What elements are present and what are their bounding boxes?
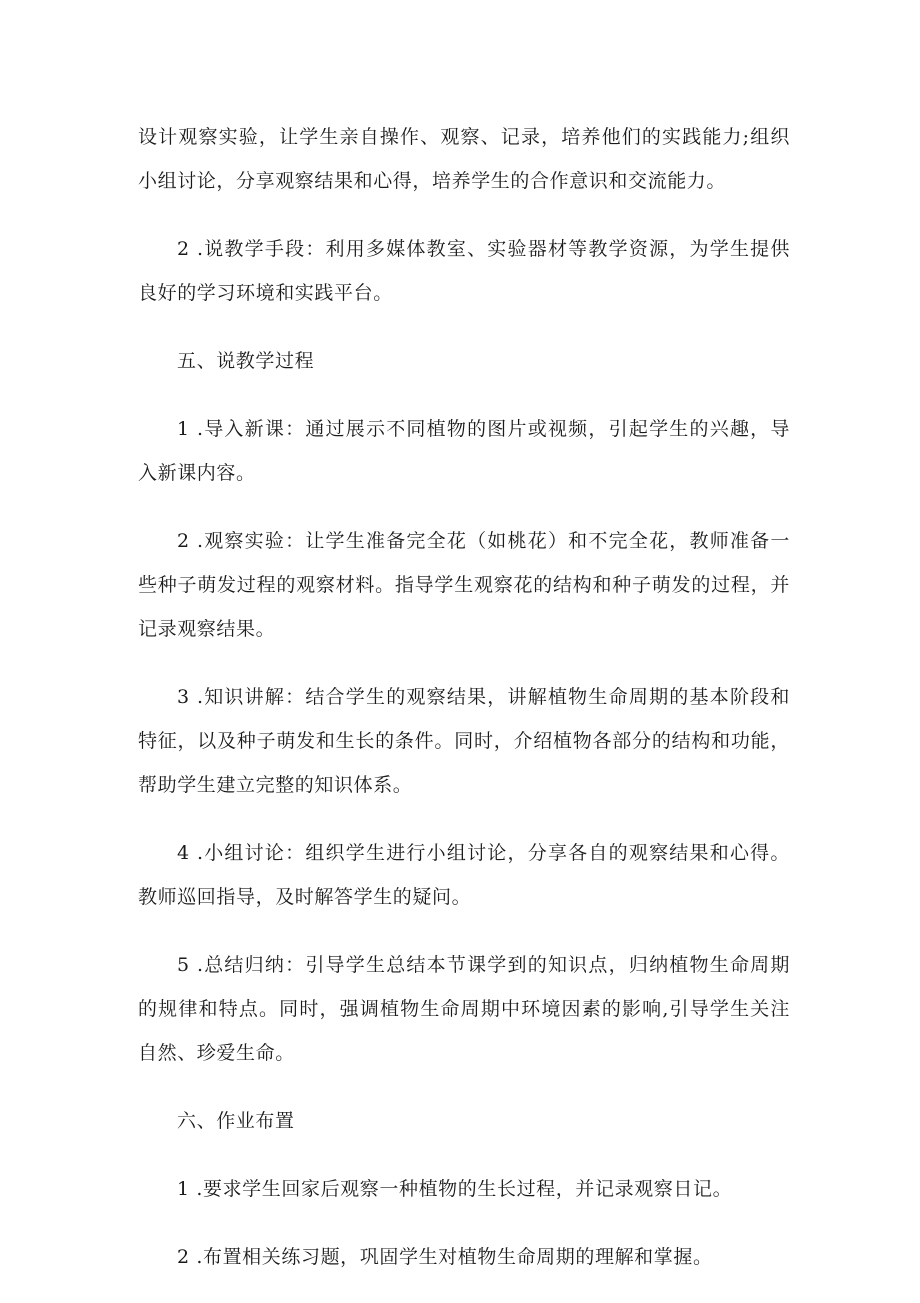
- paragraph-process-step-3: 3 .知识讲解：结合学生的观察结果，讲解植物生命周期的基本阶段和特征，以及种子萌发和生长的条件。同时，介绍植物各部分的结构和功能，帮助学生建立完整的知识体系。: [138, 686, 790, 796]
- paragraph-process-step-5: 5 .总结归纳：引导学生总结本节课学到的知识点，归纳植物生命周期的规律和特点。同时，强调植物生命周期中环境因素的影响,引导学生关注自然、珍爱生命。: [138, 954, 790, 1064]
- paragraph-methods-continued: 设计观察实验，让学生亲自操作、观察、记录，培养他们的实践能力;组织小组讨论，分享观察结果和心得，培养学生的合作意识和交流能力。: [138, 126, 790, 192]
- paragraph-teaching-means: 2 .说教学手段：利用多媒体教室、实验器材等教学资源，为学生提供良好的学习环境和实践平台。: [138, 238, 790, 304]
- paragraph-homework-2: 2 .布置相关练习题，巩固学生对植物生命周期的理解和掌握。: [177, 1246, 713, 1268]
- section-heading-teaching-process: 五、说教学过程: [177, 350, 315, 372]
- section-heading-homework: 六、作业布置: [177, 1110, 295, 1132]
- paragraph-homework-1: 1 .要求学生回家后观察一种植物的生长过程，并记录观察日记。: [177, 1178, 733, 1200]
- document-body: [138, 115, 790, 1303]
- paragraph-process-step-2: 2 .观察实验：让学生准备完全花（如桃花）和不完全花，教师准备一些种子萌发过程的观察材料。指导学生观察花的结构和种子萌发的过程，并记录观察结果。: [138, 530, 790, 640]
- paragraph-process-step-1: 1 .导入新课：通过展示不同植物的图片或视频，引起学生的兴趣，导入新课内容。: [138, 418, 790, 484]
- paragraph-process-step-4: 4 .小组讨论：组织学生进行小组讨论，分享各自的观察结果和心得。教师巡回指导，及时解答学生的疑问。: [138, 842, 790, 908]
